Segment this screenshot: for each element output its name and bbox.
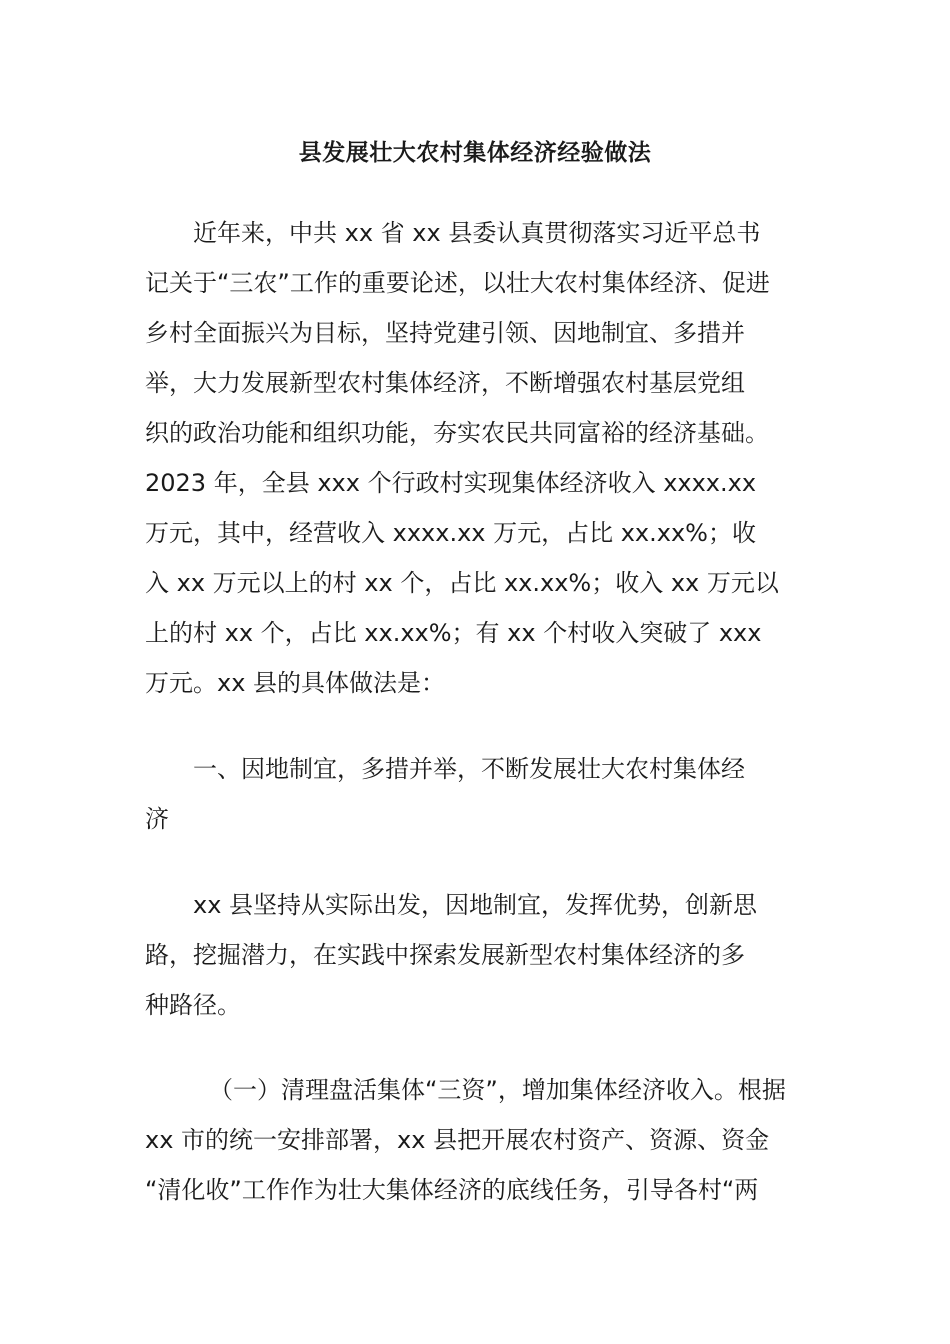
text-line: 种路径。	[145, 991, 241, 1019]
text-line: 万元。xx 县的具体做法是：	[145, 669, 446, 697]
intro-paragraph	[145, 208, 805, 708]
text-line: xx 县坚持从实际出发，因地制宜，发挥优势，创新思	[193, 891, 758, 919]
document-title: 县发展壮大农村集体经济经验做法	[298, 140, 652, 166]
text-line: “清化收”工作作为壮大集体经济的底线任务，引导各村“两	[145, 1176, 759, 1204]
section-body-paragraph	[145, 880, 805, 1030]
text-line: 记关于“三农”工作的重要论述，以壮大农村集体经济、促进	[145, 269, 770, 297]
text-line: 济	[145, 805, 169, 833]
text-line: （一）清理盘活集体“三资”，增加集体经济收入。根据	[209, 1076, 786, 1104]
text-line: 入 xx 万元以上的村 xx 个，占比 xx.xx%；收入 xx 万元以	[145, 569, 779, 597]
text-line: 织的政治功能和组织功能，夯实农民共同富裕的经济基础。	[145, 419, 769, 447]
text-line: 近年来，中共 xx 省 xx 县委认真贯彻落实习近平总书	[193, 219, 761, 247]
text-line: 万元，其中，经营收入 xxxx.xx 万元，占比 xx.xx%；收	[145, 519, 756, 547]
text-line: xx 市的统一安排部署，xx 县把开展农村资产、资源、资金	[145, 1126, 770, 1154]
text-line: 路，挖掘潜力，在实践中探索发展新型农村集体经济的多	[145, 941, 745, 969]
text-line: 2023 年，全县 xxx 个行政村实现集体经济收入 xxxx.xx	[145, 469, 757, 497]
text-line: 一、因地制宜，多措并举，不断发展壮大农村集体经	[193, 755, 745, 783]
text-line: 举，大力发展新型农村集体经济，不断增强农村基层党组	[145, 369, 745, 397]
subsection-paragraph	[145, 1065, 805, 1215]
text-line: 乡村全面振兴为目标，坚持党建引领、因地制宜、多措并	[145, 319, 745, 347]
text-line: 上的村 xx 个，占比 xx.xx%；有 xx 个村收入突破了 xxx	[145, 619, 762, 647]
section-heading	[145, 744, 805, 844]
